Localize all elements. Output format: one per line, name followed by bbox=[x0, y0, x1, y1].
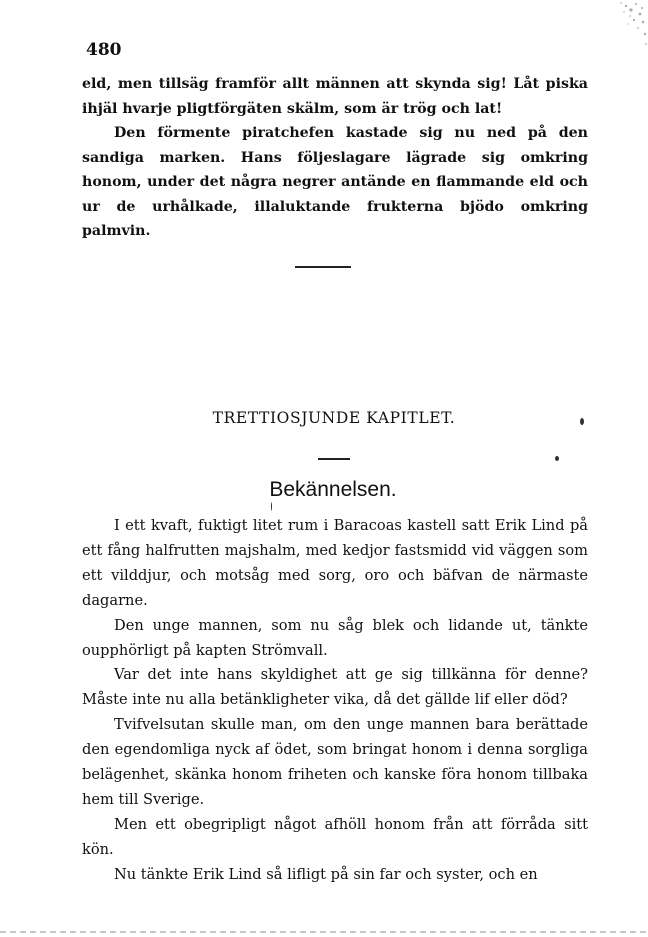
paragraph: I ett kvaft, fuktigt litet rum i Baracoas kastell satt Erik Lind på ett fång halfrutten majshalm, med kedjor fastsmidd vid väggen som ett vilddjur, och motsåg med sorg, oro och bäfvan de närmaste dagarne. bbox=[82, 517, 588, 609]
chapter-divider bbox=[318, 458, 350, 460]
chapter-body-text bbox=[82, 514, 588, 888]
paragraph: Den unge mannen, som nu såg blek och lidande ut, tänkte oupphörligt på kapten Strömvall. bbox=[82, 616, 588, 659]
ink-speck bbox=[555, 456, 559, 461]
paragraph: Tvifvelsutan skulle man, om den unge mannen bara berättade den egendomliga nyck af ödet, som bringat honom i denna sorgliga belägenhet, skänka honom friheten och kanske föra honom tillbaka hem till Sverige. bbox=[82, 716, 588, 808]
chapter-heading: TRETTIOSJUNDE KAPITLET. bbox=[212, 409, 456, 427]
ink-speck bbox=[271, 502, 272, 511]
paragraph: eld, men tillsäg framför allt männen att skynda sig! Låt piska ihjäl hvarje pligtförgäten skälm, som är trög och lat! bbox=[82, 76, 588, 117]
chapter-title: Bekännelsen. bbox=[269, 478, 397, 501]
paragraph: Den förmente piratchefen kastade sig nu ned på den sandiga marken. Hans följeslagare lägrade sig omkring honom, under det några negrer antände en flammande eld och ur de urhålkade, illaluktande frukterna bjödo omkring palmvin. bbox=[82, 125, 588, 239]
ink-speck bbox=[580, 418, 584, 425]
section-end-text bbox=[82, 72, 588, 244]
paragraph: Nu tänkte Erik Lind så lifligt på sin far och syster, och en bbox=[114, 865, 538, 883]
paragraph: Men ett obegripligt något afhöll honom från att förråda sitt kön. bbox=[82, 815, 588, 858]
section-divider bbox=[295, 266, 351, 268]
page-number: 480 bbox=[86, 40, 122, 60]
paragraph: Var det inte hans skyldighet att ge sig tillkänna för denne? Måste inte nu alla betänkligheter vika, då det gällde lif eller död? bbox=[82, 666, 588, 709]
corner-stain-mark bbox=[586, 0, 648, 58]
page-bottom-edge bbox=[0, 931, 648, 933]
